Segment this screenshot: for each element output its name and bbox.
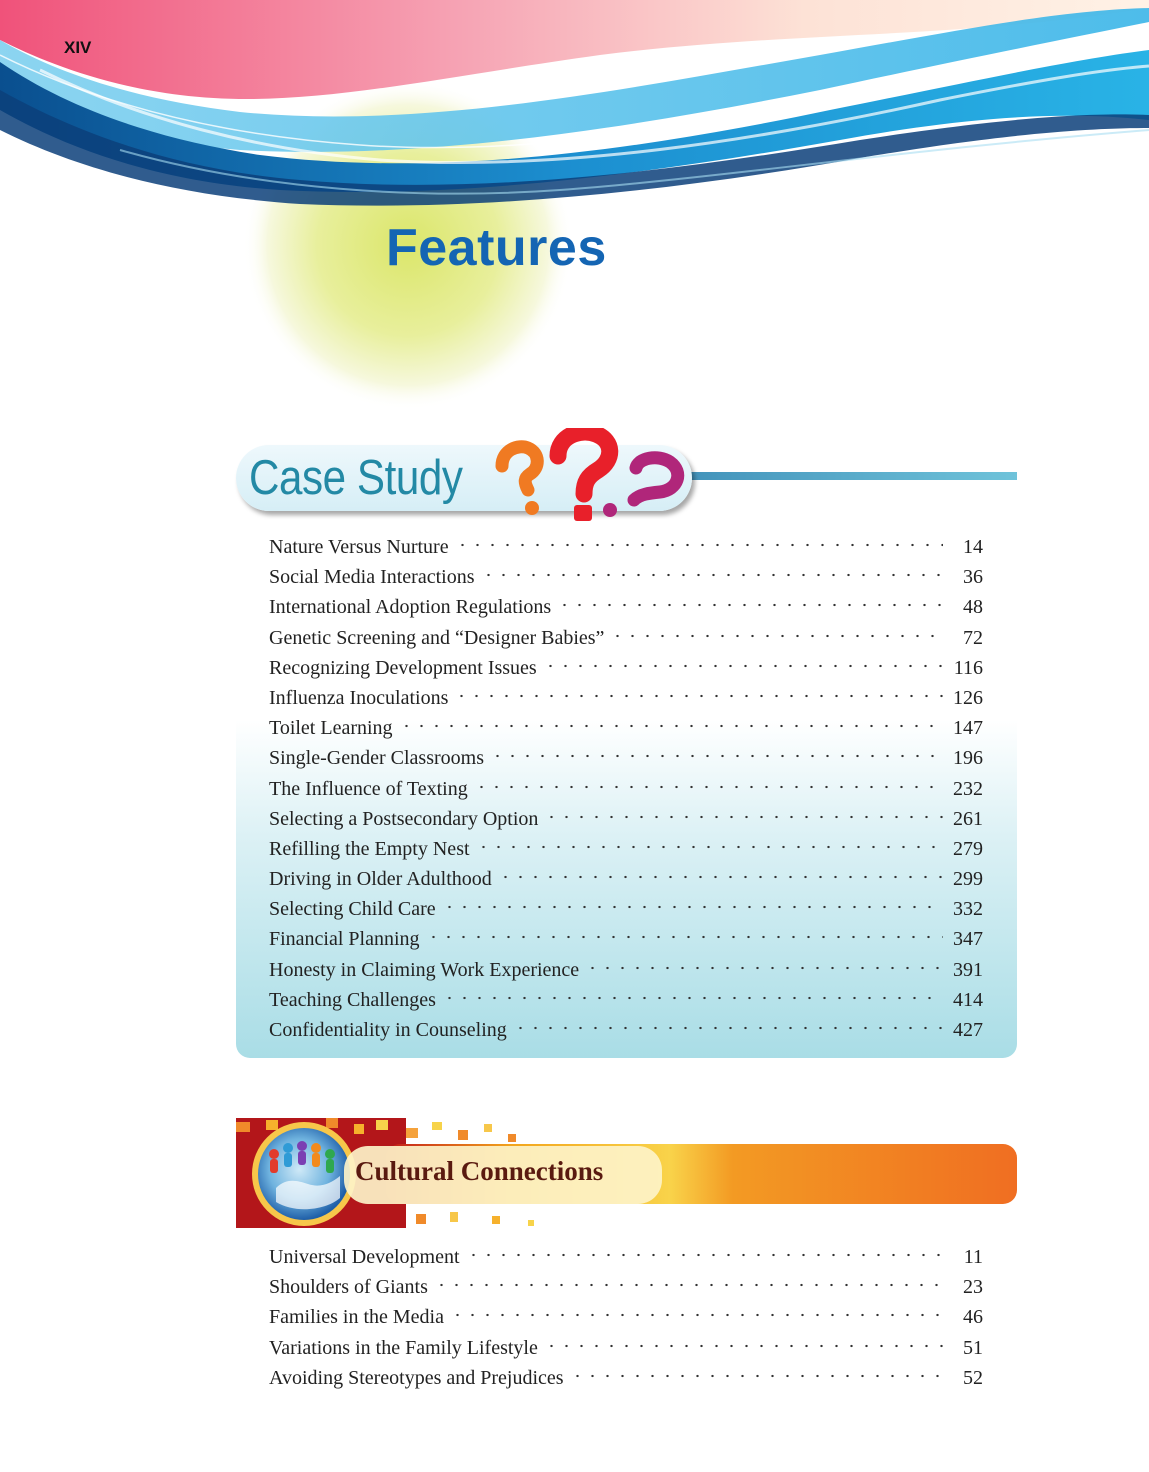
dot-leader [610, 626, 943, 646]
dot-leader [498, 867, 943, 887]
dot-leader [557, 595, 943, 615]
dot-leader [543, 656, 943, 676]
question-mark-orange-icon [502, 447, 539, 515]
dot-leader [455, 535, 943, 555]
case-study-rule [660, 472, 1017, 480]
dot-leader [544, 1336, 943, 1356]
list-item[interactable]: Avoiding Stereotypes and Prejudices 52 [269, 1366, 983, 1389]
cultural-connections-list [269, 1242, 983, 1393]
cultural-connections-banner [236, 1118, 1017, 1230]
dot-leader [442, 897, 943, 917]
dot-leader [450, 1305, 943, 1325]
dot-leader [570, 1366, 943, 1386]
list-item[interactable]: Families in the Media 46 [269, 1306, 983, 1329]
list-item[interactable]: Genetic Screening and “Designer Babies” 72 [269, 626, 983, 649]
dot-leader [426, 927, 943, 947]
dot-leader [481, 565, 944, 585]
dot-leader [585, 958, 943, 978]
list-item[interactable]: Teaching Challenges 414 [269, 988, 983, 1011]
page-title: Features [386, 219, 607, 277]
list-item[interactable]: Refilling the Empty Nest 279 [269, 837, 983, 860]
cultural-connections-heading: Cultural Connections [355, 1156, 604, 1186]
question-mark-magenta-icon [603, 458, 678, 517]
dot-leader [476, 837, 943, 857]
list-item[interactable]: Influenza Inoculations 126 [269, 686, 983, 709]
question-marks-icon [488, 428, 688, 523]
list-item[interactable]: Variations in the Family Lifestyle 51 [269, 1336, 983, 1359]
case-study-heading: Case Study [249, 451, 463, 505]
list-item[interactable]: International Adoption Regulations 48 [269, 596, 983, 619]
list-item[interactable]: Selecting a Postsecondary Option 261 [269, 807, 983, 830]
list-item[interactable]: Shoulders of Giants 23 [269, 1276, 983, 1299]
list-item[interactable]: Driving in Older Adulthood 299 [269, 868, 983, 891]
list-item[interactable]: Single-Gender Classrooms 196 [269, 747, 983, 770]
dot-leader [466, 1245, 944, 1265]
list-item[interactable]: Selecting Child Care 332 [269, 898, 983, 921]
list-item[interactable]: The Influence of Texting 232 [269, 777, 983, 800]
case-study-list [269, 532, 983, 1045]
question-mark-red-icon [558, 432, 610, 521]
list-item[interactable]: Toilet Learning 147 [269, 717, 983, 740]
header-wave-art [0, 0, 1149, 420]
list-item[interactable]: Recognizing Development Issues 116 [269, 656, 983, 679]
dot-leader [490, 746, 943, 766]
dot-leader [434, 1275, 943, 1295]
list-item[interactable]: Social Media Interactions 36 [269, 566, 983, 589]
dot-leader [513, 1018, 943, 1038]
dot-leader [442, 988, 943, 1008]
list-item[interactable]: Universal Development 11 [269, 1246, 983, 1268]
list-item[interactable]: Honesty in Claiming Work Experience 391 [269, 958, 983, 981]
dot-leader [399, 716, 943, 736]
dot-leader [454, 686, 943, 706]
dot-leader [474, 777, 943, 797]
list-item[interactable]: Financial Planning 347 [269, 928, 983, 951]
dot-leader [544, 807, 943, 827]
page-number: XIV [64, 38, 92, 57]
list-item[interactable]: Nature Versus Nurture 14 [269, 536, 983, 558]
list-item[interactable]: Confidentiality in Counseling 427 [269, 1019, 983, 1041]
